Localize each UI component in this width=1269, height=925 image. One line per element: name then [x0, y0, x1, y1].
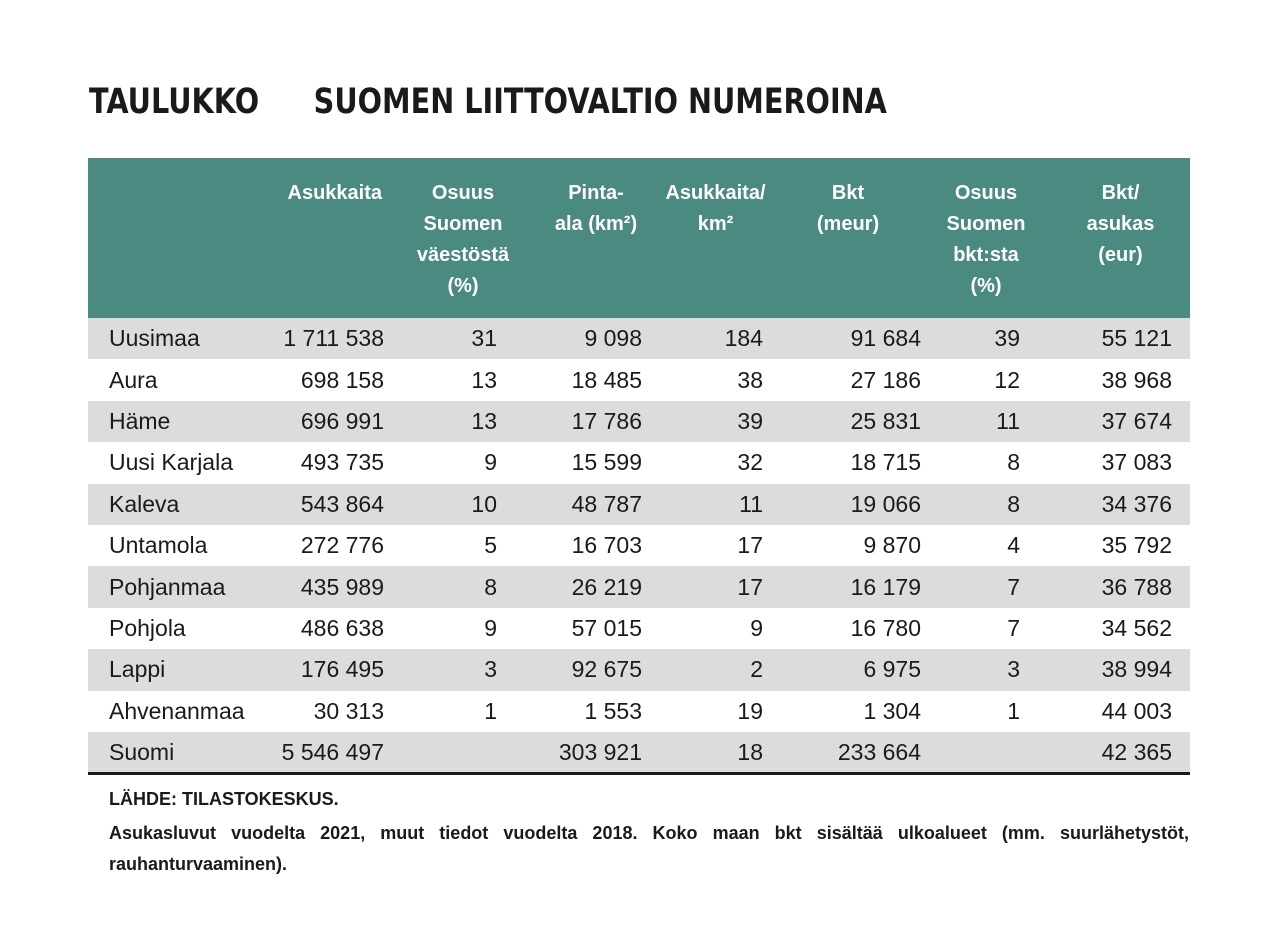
cell-asukkaita: 486 638	[300, 614, 384, 641]
table-row	[88, 442, 1190, 483]
cell-bkt: 27 186	[850, 366, 921, 393]
table-row	[88, 566, 1190, 607]
table-row	[88, 649, 1190, 690]
cell-bkt-asukas: 34 376	[1101, 490, 1172, 517]
cell-asukkaita-km2: 39	[737, 407, 763, 434]
cell-region: Kaleva	[109, 490, 180, 517]
table-row	[88, 401, 1190, 442]
cell-asukkaita: 272 776	[300, 532, 384, 559]
table-row	[88, 484, 1190, 525]
cell-osuus-bkt	[921, 732, 1051, 773]
cell-osuus-vaesto: 13	[471, 366, 497, 393]
cell-bkt: 6 975	[863, 656, 921, 683]
cell-pinta-ala: 15 599	[571, 449, 642, 476]
table-row	[88, 525, 1190, 566]
cell-bkt-asukas: 44 003	[1101, 697, 1172, 724]
cell-osuus-bkt: 12	[994, 366, 1020, 393]
footnote: Asukasluvut vuodelta 2021, muut tiedot vuodelta 2018. Koko maan bkt sisältää ulkoalueet (mm. suurlähetystöt, rauhanturvaaminen).	[109, 823, 1189, 874]
source-note: LÄHDE: TILASTOKESKUS.	[109, 789, 339, 809]
cell-asukkaita: 30 313	[313, 697, 384, 724]
cell-bkt: 19 066	[850, 490, 921, 517]
cell-asukkaita-km2: 17	[737, 573, 763, 600]
cell-asukkaita-km2: 184	[724, 325, 763, 352]
cell-bkt: 91 684	[850, 325, 921, 352]
cell-pinta-ala: 18 485	[571, 366, 642, 393]
cell-bkt: 233 664	[837, 739, 921, 766]
table-title: SUOMEN LIITTOVALTIO NUMEROINA	[313, 82, 887, 122]
table-row	[88, 608, 1190, 649]
cell-osuus-bkt: 3	[1007, 656, 1020, 683]
cell-asukkaita: 1 711 538	[283, 325, 384, 352]
header-region	[88, 158, 257, 318]
cell-pinta-ala: 48 787	[571, 490, 642, 517]
cell-bkt-asukas: 36 788	[1101, 573, 1172, 600]
header-osuus-vaesto: Osuus Suomen väestöstä (%)	[416, 182, 510, 297]
cell-bkt-asukas: 38 994	[1101, 656, 1172, 683]
cell-osuus-bkt: 11	[996, 407, 1020, 434]
cell-bkt: 18 715	[850, 449, 921, 476]
cell-pinta-ala: 92 675	[571, 656, 642, 683]
cell-bkt: 1 304	[863, 697, 921, 724]
cell-region: Häme	[109, 407, 171, 434]
cell-bkt: 25 831	[850, 407, 921, 434]
cell-osuus-vaesto: 9	[484, 449, 497, 476]
cell-asukkaita-km2: 11	[739, 490, 763, 517]
table-body	[88, 318, 1190, 773]
cell-asukkaita: 493 735	[300, 449, 384, 476]
cell-region: Untamola	[109, 532, 208, 559]
cell-osuus-vaesto: 5	[484, 532, 497, 559]
cell-asukkaita-km2: 19	[737, 697, 763, 724]
header-osuus-bkt: Osuus Suomen bkt:sta (%)	[946, 182, 1026, 297]
cell-asukkaita-km2: 32	[737, 449, 763, 476]
cell-pinta-ala: 16 703	[571, 532, 642, 559]
cell-osuus-vaesto	[390, 732, 536, 773]
cell-bkt-asukas: 37 083	[1101, 449, 1172, 476]
cell-asukkaita-km2: 9	[750, 614, 763, 641]
statistics-table	[88, 158, 1190, 773]
table-label: TAULUKKO	[89, 82, 260, 122]
cell-region: Pohjanmaa	[109, 573, 226, 600]
table-row	[88, 732, 1190, 773]
cell-osuus-vaesto: 1	[484, 697, 497, 724]
cell-asukkaita: 176 495	[300, 656, 384, 683]
table-header-row	[88, 158, 1190, 318]
cell-osuus-vaesto: 31	[471, 325, 497, 352]
cell-osuus-vaesto: 10	[471, 490, 497, 517]
cell-osuus-vaesto: 3	[484, 656, 497, 683]
header-asukkaita-km2: Asukkaita/ km²	[665, 182, 766, 235]
cell-bkt-asukas: 42 365	[1101, 739, 1172, 766]
cell-asukkaita-km2: 38	[737, 366, 763, 393]
table-row	[88, 359, 1190, 400]
cell-osuus-bkt: 8	[1007, 449, 1020, 476]
cell-bkt-asukas: 38 968	[1101, 366, 1172, 393]
cell-pinta-ala: 1 553	[584, 697, 642, 724]
cell-region: Suomi	[109, 739, 175, 766]
cell-pinta-ala: 303 921	[558, 739, 642, 766]
header-bkt: Bkt (meur)	[816, 182, 880, 235]
cell-pinta-ala: 9 098	[584, 325, 642, 352]
cell-bkt: 9 870	[863, 532, 921, 559]
cell-osuus-vaesto: 9	[484, 614, 497, 641]
cell-osuus-vaesto: 13	[471, 407, 497, 434]
header-asukkaita: Asukkaita	[287, 182, 382, 204]
cell-asukkaita-km2: 17	[737, 532, 763, 559]
cell-region: Pohjola	[109, 614, 186, 641]
page-title	[89, 80, 887, 124]
cell-asukkaita: 435 989	[300, 573, 384, 600]
cell-asukkaita-km2: 2	[750, 656, 763, 683]
cell-osuus-bkt: 7	[1007, 573, 1020, 600]
cell-asukkaita: 696 991	[300, 407, 384, 434]
cell-osuus-bkt: 39	[994, 325, 1020, 352]
cell-bkt-asukas: 37 674	[1101, 407, 1172, 434]
header-pinta-ala: Pinta- ala (km²)	[554, 182, 638, 235]
cell-osuus-bkt: 1	[1007, 697, 1020, 724]
cell-asukkaita-km2: 18	[737, 739, 763, 766]
cell-bkt-asukas: 35 792	[1101, 532, 1172, 559]
cell-pinta-ala: 17 786	[571, 407, 642, 434]
cell-osuus-bkt: 8	[1007, 490, 1020, 517]
table-row	[88, 691, 1190, 732]
cell-region: Uusi Karjala	[109, 449, 233, 476]
cell-osuus-vaesto: 8	[484, 573, 497, 600]
table-bottom-rule	[88, 772, 1190, 775]
cell-region: Lappi	[109, 656, 166, 683]
cell-bkt: 16 780	[850, 614, 921, 641]
cell-region: Uusimaa	[109, 325, 200, 352]
cell-bkt-asukas: 55 121	[1101, 325, 1172, 352]
cell-region: Aura	[109, 366, 158, 393]
header-bkt-asukas: Bkt/ asukas (eur)	[1086, 182, 1155, 266]
cell-bkt-asukas: 34 562	[1101, 614, 1172, 641]
cell-pinta-ala: 26 219	[571, 573, 642, 600]
cell-osuus-bkt: 7	[1007, 614, 1020, 641]
cell-asukkaita: 698 158	[300, 366, 384, 393]
table-row	[88, 318, 1190, 359]
cell-region: Ahvenanmaa	[109, 697, 245, 724]
cell-osuus-bkt: 4	[1007, 532, 1020, 559]
cell-asukkaita: 5 546 497	[281, 739, 384, 766]
cell-asukkaita: 543 864	[300, 490, 384, 517]
cell-pinta-ala: 57 015	[571, 614, 642, 641]
cell-bkt: 16 179	[850, 573, 921, 600]
